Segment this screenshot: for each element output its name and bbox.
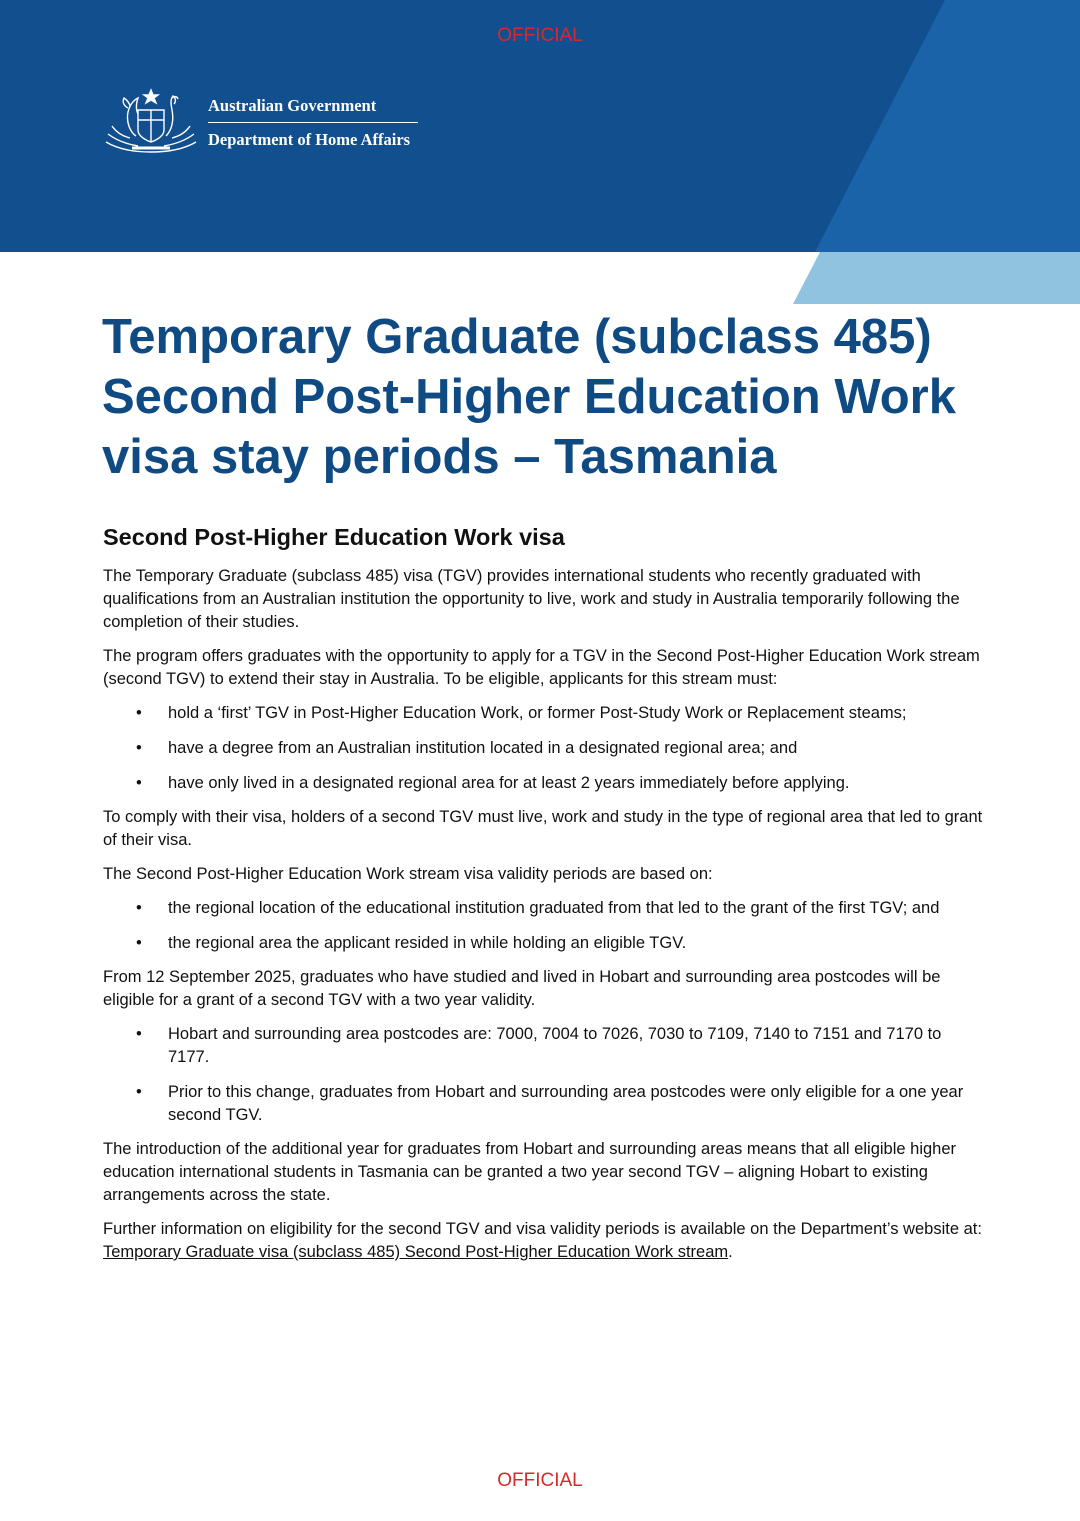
bullet-icon: • bbox=[136, 1025, 142, 1043]
list-item-text: Prior to this change, graduates from Hobart and surrounding area postcodes were only eligible for a one year second TGV. bbox=[168, 1083, 964, 1124]
further-info-text: Further information on eligibility for the second TGV and visa validity periods is available on the Department’s website at: bbox=[103, 1220, 982, 1238]
list-item-text: the regional location of the educational institution graduated from that led to the grant of the first TGV; and bbox=[168, 899, 940, 917]
list-item-text: hold a ‘first’ TGV in Post-Higher Education Work, or former Post-Study Work or Replacement steams; bbox=[168, 704, 907, 722]
paragraph-hobart-change: From 12 September 2025, graduates who have studied and lived in Hobart and surrounding area postcodes will be eligible for a grant of a second TGV with a two year validity. bbox=[103, 968, 941, 1009]
stream-info-link[interactable]: Temporary Graduate visa (subclass 485) Second Post-Higher Education Work stream bbox=[103, 1243, 729, 1261]
list-item-text: the regional area the applicant resided in while holding an eligible TGV. bbox=[168, 934, 687, 952]
government-logo bbox=[102, 86, 418, 160]
logo-divider bbox=[208, 122, 418, 123]
paragraph-further-info bbox=[103, 1218, 983, 1264]
bullet-icon: • bbox=[136, 1083, 142, 1101]
hobart-list bbox=[103, 1023, 983, 1127]
paragraph-eligibility: The program offers graduates with the opportunity to apply for a TGV in the Second Post-Higher Education Work stream (second TGV) to extend their stay in Australia. To be eligible, applicants for this stream must: bbox=[103, 647, 980, 688]
paragraph-intro: The Temporary Graduate (subclass 485) visa (TGV) provides international students who recently graduated with qualifications from an Australian institution the opportunity to live, work and study in Australia temporarily following the completion of their studies. bbox=[103, 567, 960, 631]
bullet-icon: • bbox=[136, 739, 142, 757]
paragraph-validity-basis: The Second Post-Higher Education Work stream visa validity periods are based on: bbox=[103, 865, 713, 883]
logo-text bbox=[208, 95, 418, 149]
document-title-line-2: Second Post-Higher Education Work bbox=[102, 370, 956, 424]
coat-of-arms-icon bbox=[102, 86, 200, 160]
paragraph-compliance: To comply with their visa, holders of a second TGV must live, work and study in the type of regional area that led to grant of their visa. bbox=[103, 808, 983, 849]
document-title-line-1: Temporary Graduate (subclass 485) bbox=[102, 310, 932, 364]
list-item-text: have a degree from an Australian institution located in a designated regional area; and bbox=[168, 739, 798, 757]
list-item bbox=[103, 897, 983, 920]
document-title-line-3: visa stay periods – Tasmania bbox=[102, 430, 777, 484]
list-item bbox=[103, 932, 983, 955]
header-light-stripe bbox=[793, 252, 1080, 304]
bullet-icon: • bbox=[136, 934, 142, 952]
document-title bbox=[102, 307, 1002, 487]
logo-government-name: Australian Government bbox=[208, 95, 377, 115]
further-info-period: . bbox=[728, 1243, 733, 1261]
bullet-icon: • bbox=[136, 774, 142, 792]
bullet-icon: • bbox=[136, 704, 142, 722]
classification-marking-top: OFFICIAL bbox=[497, 25, 583, 46]
list-item-text: Hobart and surrounding area postcodes are: 7000, 7004 to 7026, 7030 to 7109, 7140 to 7151 and 7170 to 7177. bbox=[168, 1025, 942, 1066]
list-item bbox=[103, 1081, 983, 1127]
paragraph-additional-year: The introduction of the additional year for graduates from Hobart and surrounding areas means that all eligible higher education international students in Tasmania can be granted a two year second TGV – aligning Hobart to existing arrangements across the state. bbox=[103, 1140, 957, 1204]
eligibility-list bbox=[103, 702, 983, 795]
list-item bbox=[103, 737, 983, 760]
classification-marking-bottom: OFFICIAL bbox=[497, 1470, 583, 1491]
validity-basis-list bbox=[103, 897, 983, 955]
logo-department-name: Department of Home Affairs bbox=[208, 130, 411, 149]
document-body bbox=[103, 518, 983, 1275]
list-item-text: have only lived in a designated regional area for at least 2 years immediately before applying. bbox=[168, 774, 850, 792]
list-item bbox=[103, 702, 983, 725]
list-item bbox=[103, 772, 983, 795]
section-heading: Second Post-Higher Education Work visa bbox=[103, 524, 565, 550]
list-item bbox=[103, 1023, 983, 1069]
bullet-icon: • bbox=[136, 899, 142, 917]
